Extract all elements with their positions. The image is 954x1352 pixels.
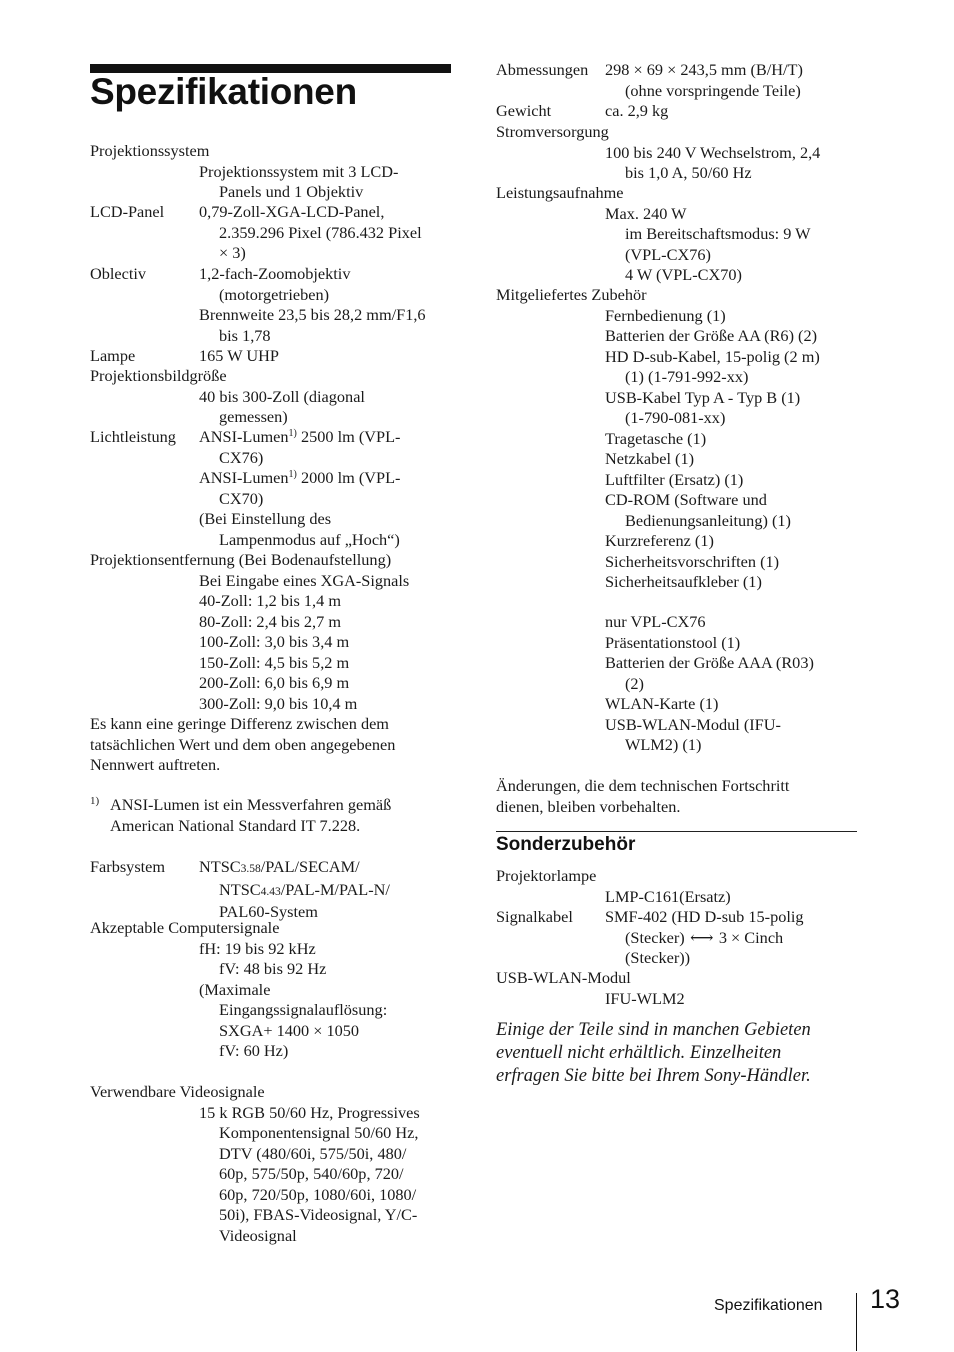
list-item-continuation: (1-790-081-xx) xyxy=(625,408,726,427)
list-item: Fernbedienung (1) xyxy=(605,305,726,325)
spec-value: (Stecker)) xyxy=(625,948,691,967)
list-item: Batterien der Größe AAA (R03) xyxy=(605,653,814,672)
spec-value: (ohne vorspringende Teile) xyxy=(625,80,801,100)
spec-value: 2.359.296 Pixel (786.432 Pixel xyxy=(219,222,422,242)
spec-signalkabel xyxy=(496,907,857,969)
spec-lampe xyxy=(90,346,452,367)
note-text: Es kann eine geringe Differenz zwischen dem xyxy=(90,714,389,733)
spec-label: Farbsystem xyxy=(90,857,166,876)
spec-value: Max. 240 W xyxy=(605,203,687,223)
spec-label: Projektionssystem xyxy=(90,141,210,160)
spec-value: /PAL/SECAM/ xyxy=(260,857,360,876)
spec-value: SXGA+ 1400 × 1050 xyxy=(219,1020,360,1040)
note-text: Nennwert auftreten. xyxy=(90,755,221,774)
spec-label: Gewicht xyxy=(496,101,552,120)
spec-value: /PAL-M/PAL-N/ xyxy=(280,879,390,899)
spec-farbsystem xyxy=(90,857,452,923)
spec-value: Lampenmodus auf „Hoch“) xyxy=(219,529,400,549)
spec-value: 300-Zoll: 9,0 bis 10,4 m xyxy=(199,693,358,713)
spec-usb-wlan-modul xyxy=(496,968,857,1009)
subsection-label: nur VPL-CX76 xyxy=(605,612,706,631)
spec-value: Videosignal xyxy=(219,1225,297,1245)
spec-value: fV: 60 Hz) xyxy=(219,1041,289,1060)
list-item: Netzkabel (1) xyxy=(605,449,695,468)
spec-value: Bei Eingabe eines XGA-Signals xyxy=(199,570,410,590)
spec-cx76-extras xyxy=(496,612,857,756)
note-paragraph xyxy=(90,714,452,776)
spec-value: bis 1,78 xyxy=(219,325,271,345)
spec-bildgroesse xyxy=(90,366,452,428)
spec-leistungsaufnahme xyxy=(496,183,857,286)
spec-value: CX70) xyxy=(219,488,264,508)
spec-value: 298 × 69 × 243,5 mm (B/H/T) xyxy=(605,60,803,79)
list-item: Tragetasche (1) xyxy=(605,428,707,448)
list-item-continuation: (2) xyxy=(625,673,644,693)
section-rule xyxy=(496,831,857,832)
footer-section-label: Spezifikationen xyxy=(714,1297,823,1314)
italic-note: Einige der Teile sind in manchen Gebieten xyxy=(496,1020,811,1040)
spec-label: Projektorlampe xyxy=(496,866,597,885)
spec-value: LMP-C161(Ersatz) xyxy=(605,886,731,906)
spec-value: Projektionssystem mit 3 LCD- xyxy=(199,161,399,181)
spec-value: fH: 19 bis 92 kHz xyxy=(199,938,316,958)
spec-value: Eingangssignalauflösung: xyxy=(219,1000,388,1019)
list-item: Luftfilter (Ersatz) (1) xyxy=(605,469,744,489)
spec-value: 3 × Cinch xyxy=(718,927,784,947)
spec-value: ANSI-Lumen xyxy=(199,468,289,487)
spec-value: 0,79-Zoll-XGA-LCD-Panel, xyxy=(199,202,385,221)
change-note xyxy=(496,776,857,817)
spec-label: Leistungsaufnahme xyxy=(496,183,624,202)
spec-value: 60p, 720/50p, 1080/60i, 1080/ xyxy=(219,1184,417,1204)
spec-value: 150-Zoll: 4,5 bis 5,2 m xyxy=(199,652,350,672)
spec-stromversorgung xyxy=(496,122,857,184)
spec-value: 80-Zoll: 2,4 bis 2,7 m xyxy=(199,611,342,631)
page-title: Spezifikationen xyxy=(90,71,357,112)
list-item: CD-ROM (Software und xyxy=(605,490,767,509)
footnote-ref: 1) xyxy=(288,469,297,480)
spec-subscript: 4.43 xyxy=(260,885,281,898)
footnote xyxy=(90,795,452,836)
spec-projektorlampe xyxy=(496,866,857,907)
spec-value: Brennweite 23,5 bis 28,2 mm/F1,6 xyxy=(199,305,426,324)
spec-lcd-panel xyxy=(90,202,452,264)
spec-gewicht xyxy=(496,101,857,122)
spec-value: 100-Zoll: 3,0 bis 3,4 m xyxy=(199,632,350,651)
list-item: Kurzreferenz (1) xyxy=(605,531,714,550)
list-item-continuation: (1) (1-791-992-xx) xyxy=(625,367,749,386)
spec-value: 15 k RGB 50/60 Hz, Progressives xyxy=(199,1102,420,1122)
spec-value: 2000 lm (VPL- xyxy=(296,468,401,487)
spec-value: Komponentensignal 50/60 Hz, xyxy=(219,1123,419,1142)
spec-value: Panels und 1 Objektiv xyxy=(219,182,364,201)
spec-label: Oblectiv xyxy=(90,264,147,283)
spec-label: Signalkabel xyxy=(496,907,573,926)
italic-note: erfragen Sie bitte bei Ihrem Sony-Händler. xyxy=(496,1066,811,1086)
spec-value: (motorgetrieben) xyxy=(219,284,330,304)
note-text: tatsächlichen Wert und dem oben angegebenen xyxy=(90,734,396,754)
note-text: Änderungen, die dem technischen Fortschritt xyxy=(496,776,790,795)
spec-value: 50i), FBAS-Videosignal, Y/C- xyxy=(219,1205,418,1224)
section-heading-sonderzubehoer: Sonderzubehör xyxy=(496,834,636,855)
spec-abmessungen xyxy=(496,60,857,101)
spec-label: Verwendbare Videosignale xyxy=(90,1082,265,1101)
spec-label: Stromversorgung xyxy=(496,122,609,141)
page-number: 13 xyxy=(870,1284,901,1314)
spec-value: 1,2-fach-Zoomobjektiv xyxy=(199,264,351,283)
list-item: USB-WLAN-Modul (IFU- xyxy=(605,714,781,734)
spec-value: fV: 48 bis 92 Hz xyxy=(219,959,327,978)
spec-value: gemessen) xyxy=(219,407,288,426)
spec-projektionsentfernung xyxy=(90,550,452,714)
footnote-mark: 1) xyxy=(90,795,100,807)
spec-label: Mitgeliefertes Zubehör xyxy=(496,285,647,304)
spec-value: 40-Zoll: 1,2 bis 1,4 m xyxy=(199,591,342,610)
spec-value: 100 bis 240 V Wechselstrom, 2,4 xyxy=(605,142,821,162)
spec-label: Lampe xyxy=(90,346,136,365)
spec-label: USB-WLAN-Modul xyxy=(496,968,631,987)
spec-objectiv xyxy=(90,264,452,346)
footer-divider xyxy=(856,1293,857,1351)
spec-value: 165 W UHP xyxy=(199,346,279,365)
spec-value: (Bei Einstellung des xyxy=(199,509,332,528)
spec-zubehoer xyxy=(496,285,857,593)
spec-value: bis 1,0 A, 50/60 Hz xyxy=(625,163,752,182)
spec-label: Akzeptable Computersignale xyxy=(90,918,280,937)
list-item: Sicherheitsaufkleber (1) xyxy=(605,572,762,591)
spec-value: ANSI-Lumen xyxy=(199,427,289,446)
spec-value: DTV (480/60i, 575/50i, 480/ xyxy=(219,1143,407,1163)
spec-value: PAL60-System xyxy=(219,902,318,921)
spec-projektionssystem xyxy=(90,141,452,203)
spec-label: Lichtleistung xyxy=(90,427,176,446)
spec-label: Projektionsbildgröße xyxy=(90,366,227,385)
spec-videosignale xyxy=(90,1082,452,1246)
spec-value: im Bereitschaftsmodus: 9 W xyxy=(625,224,811,243)
spec-subscript: 3.58 xyxy=(240,863,261,875)
list-item-continuation: Bedienungsanleitung) (1) xyxy=(625,510,791,530)
spec-value: NTSC xyxy=(219,879,261,899)
footnote-text: ANSI-Lumen ist ein Messverfahren gemäß xyxy=(110,795,392,814)
spec-label: Abmessungen xyxy=(496,60,589,79)
spec-value: ca. 2,9 kg xyxy=(605,101,669,120)
spec-value: NTSC xyxy=(199,857,241,876)
spec-value: 40 bis 300-Zoll (diagonal xyxy=(199,386,365,406)
spec-value: (Maximale xyxy=(199,979,271,999)
spec-value: 4 W (VPL-CX70) xyxy=(625,265,742,284)
spec-value: CX76) xyxy=(219,447,264,467)
spec-value: (Stecker) xyxy=(625,927,685,947)
note-text: dienen, bleiben vorbehalten. xyxy=(496,796,681,816)
spec-value: SMF-402 (HD D-sub 15-polig xyxy=(605,907,804,926)
list-item: Sicherheitsvorschriften (1) xyxy=(605,551,780,571)
list-item-continuation: WLM2) (1) xyxy=(625,735,702,754)
spec-label: LCD-Panel xyxy=(90,202,165,221)
spec-label: Projektionsentfernung (Bei Bodenaufstellung) xyxy=(90,550,392,569)
spec-value: (VPL-CX76) xyxy=(625,244,711,264)
spec-value: 200-Zoll: 6,0 bis 6,9 m xyxy=(199,673,350,692)
spec-value: 2500 lm (VPL- xyxy=(296,427,401,446)
list-item: Präsentationstool (1) xyxy=(605,632,741,652)
spec-value: 60p, 575/50p, 540/60p, 720/ xyxy=(219,1164,404,1183)
list-item: WLAN-Karte (1) xyxy=(605,694,719,713)
italic-note: eventuell nicht erhältlich. Einzelheiten xyxy=(496,1043,782,1063)
availability-note xyxy=(496,1019,857,1088)
spec-value: IFU-WLM2 xyxy=(605,988,685,1008)
spec-lichtleistung xyxy=(90,427,452,550)
list-item: Batterien der Größe AA (R6) (2) xyxy=(605,326,818,345)
footnote-text: American National Standard IT 7.228. xyxy=(110,815,361,835)
double-arrow-icon: ⟷ xyxy=(690,927,714,947)
spec-computersignale xyxy=(90,918,452,1062)
list-item: HD D-sub-Kabel, 15-polig (2 m) xyxy=(605,346,820,366)
list-item: USB-Kabel Typ A - Typ B (1) xyxy=(605,387,801,407)
spec-value: × 3) xyxy=(219,243,246,262)
footnote-ref: 1) xyxy=(288,428,297,439)
